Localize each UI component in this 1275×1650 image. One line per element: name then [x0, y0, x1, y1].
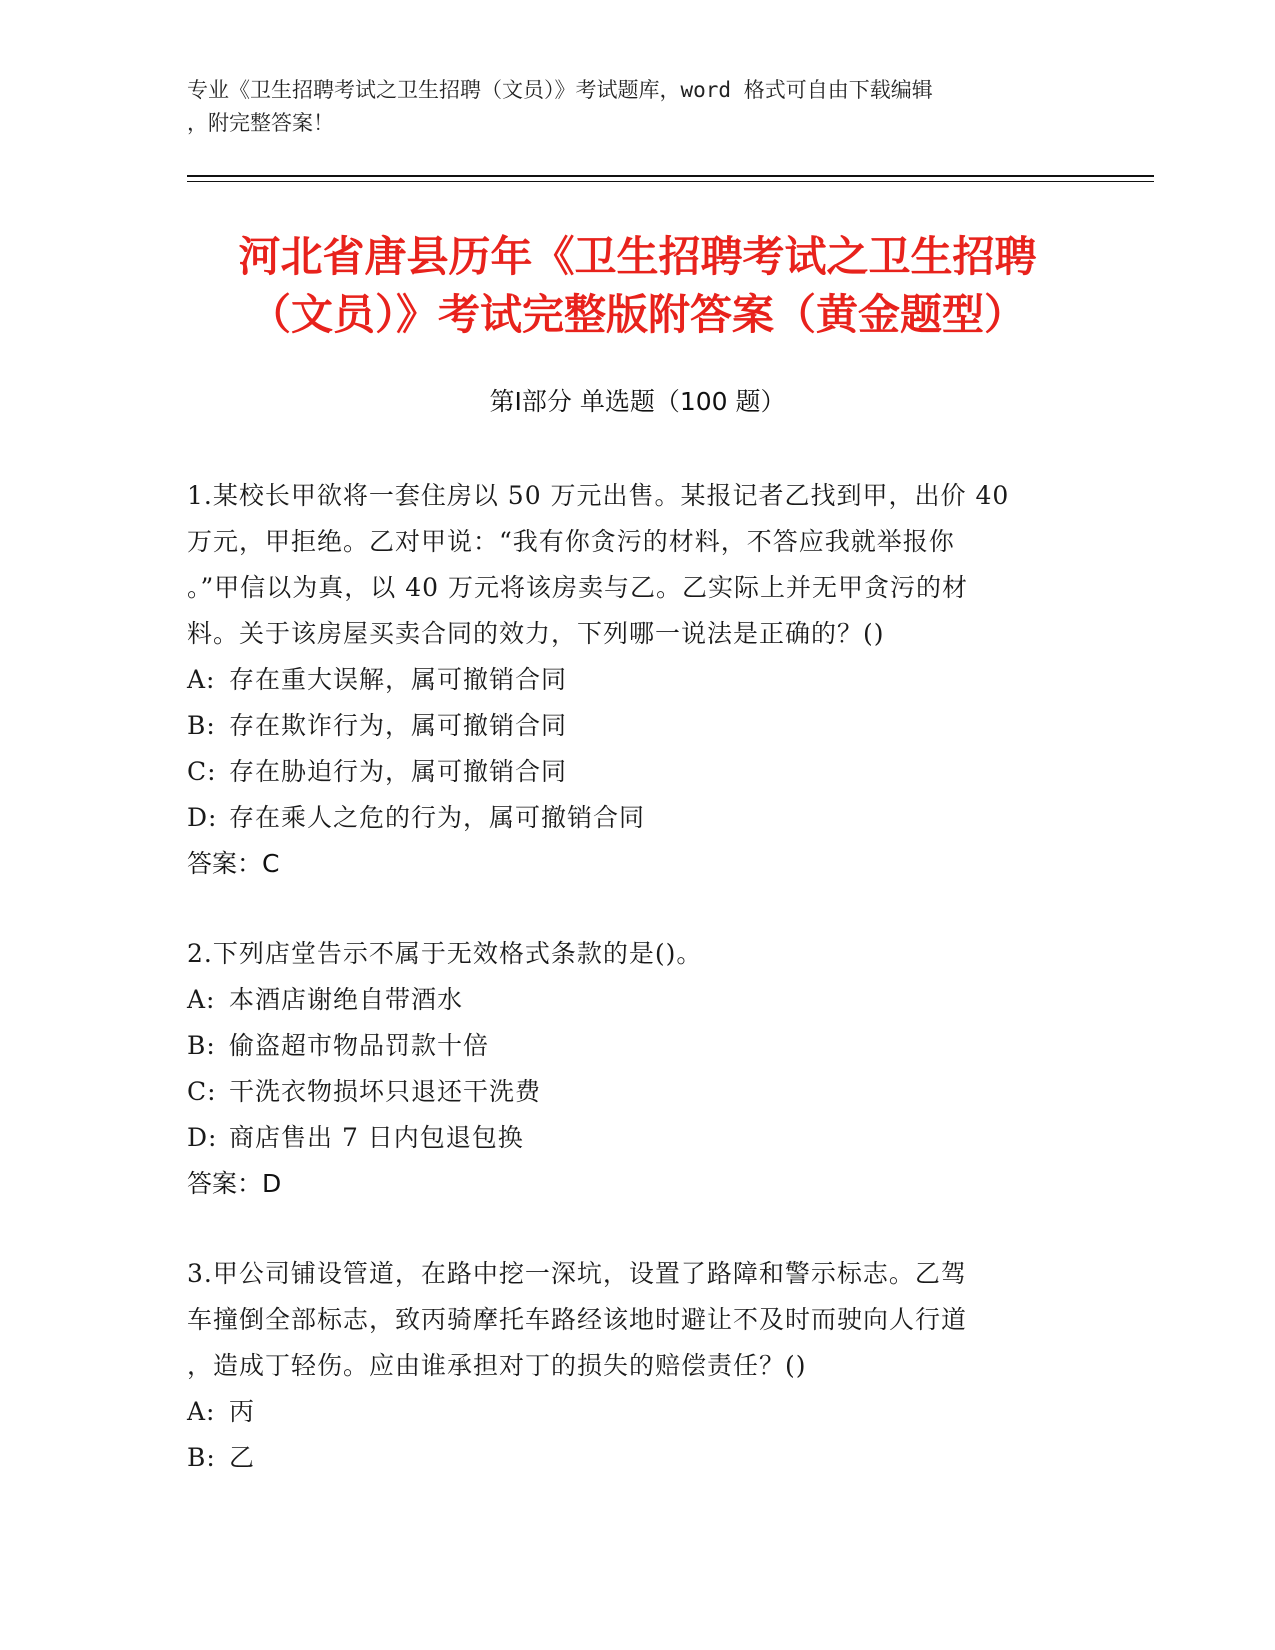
answer-label: 答案：D	[187, 1169, 282, 1198]
document-title-line-2: （文员）》考试完整版附答案（黄金题型）	[248, 290, 1026, 339]
question-1	[187, 473, 1087, 887]
option-d	[187, 1115, 1087, 1161]
option-key: B:	[187, 711, 216, 740]
option-d	[187, 795, 1087, 841]
option-text: 存在胁迫行为，属可撤销合同	[229, 757, 568, 786]
option-text: 存在乘人之危的行为，属可撤销合同	[229, 803, 646, 832]
option-text: 存在重大误解，属可撤销合同	[229, 665, 568, 694]
question-stem-line: ，造成丁轻伤。应由谁承担对丁的损失的赔偿责任？()	[187, 1351, 807, 1380]
option-key: A:	[187, 665, 216, 694]
question-3	[187, 1251, 1087, 1481]
question-stem-line: 万元，甲拒绝。乙对甲说：“我有你贪污的材料，不答应我就举报你	[187, 527, 955, 556]
option-key: B:	[187, 1443, 216, 1472]
option-key: D:	[187, 803, 218, 832]
option-text: 存在欺诈行为，属可撤销合同	[229, 711, 568, 740]
option-key: C:	[187, 1077, 217, 1106]
option-a	[187, 977, 1087, 1023]
option-b	[187, 1023, 1087, 1069]
option-text: 干洗衣物损坏只退还干洗费	[229, 1077, 542, 1106]
option-c	[187, 1069, 1087, 1115]
option-key: A:	[187, 1397, 216, 1426]
option-text: 丙	[229, 1397, 256, 1426]
header-divider-thick	[187, 175, 1154, 177]
option-c	[187, 749, 1087, 795]
option-key: C:	[187, 757, 217, 786]
option-a	[187, 657, 1087, 703]
option-key: B:	[187, 1031, 216, 1060]
question-stem-line: 车撞倒全部标志，致丙骑摩托车路经该地时避让不及时而驶向人行道	[187, 1305, 968, 1334]
header-divider-thin	[187, 181, 1154, 182]
question-stem-line: 1.某校长甲欲将一套住房以 50 万元出售。某报记者乙找到甲，出价 40	[187, 481, 1010, 510]
question-stem-line: 2.下列店堂告示不属于无效格式条款的是()。	[187, 939, 703, 968]
option-key: D:	[187, 1123, 218, 1152]
option-text: 本酒店谢绝自带酒水	[229, 985, 464, 1014]
option-a	[187, 1389, 1087, 1435]
option-text: 乙	[229, 1443, 256, 1472]
question-stem-line: 料。关于该房屋买卖合同的效力，下列哪一说法是正确的？()	[187, 619, 885, 648]
question-stem-line: 。”甲信以为真，以 40 万元将该房卖与乙。乙实际上并无甲贪污的材	[187, 573, 968, 602]
header-note	[187, 74, 1087, 140]
question-stem-line: 3.甲公司铺设管道，在路中挖一深坑，设置了路障和警示标志。乙驾	[187, 1259, 967, 1288]
option-text: 偷盗超市物品罚款十倍	[229, 1031, 490, 1060]
option-key: A:	[187, 985, 216, 1014]
question-list	[187, 473, 1087, 1481]
option-text: 商店售出 7 日内包退包换	[229, 1123, 524, 1152]
option-b	[187, 703, 1087, 749]
document-title-line-1: 河北省唐县历年《卫生招聘考试之卫生招聘	[238, 232, 1037, 281]
answer-label: 答案：C	[187, 849, 280, 878]
question-2	[187, 931, 1087, 1207]
section-title: 第Ⅰ部分 单选题（100 题）	[489, 387, 786, 416]
document-title	[120, 228, 1155, 344]
header-note-line-2: ，附完整答案！	[187, 111, 334, 135]
header-note-line-1: 专业《卫生招聘考试之卫生招聘（文员）》考试题库，word 格式可自由下载编辑	[187, 78, 933, 102]
option-b	[187, 1435, 1087, 1481]
